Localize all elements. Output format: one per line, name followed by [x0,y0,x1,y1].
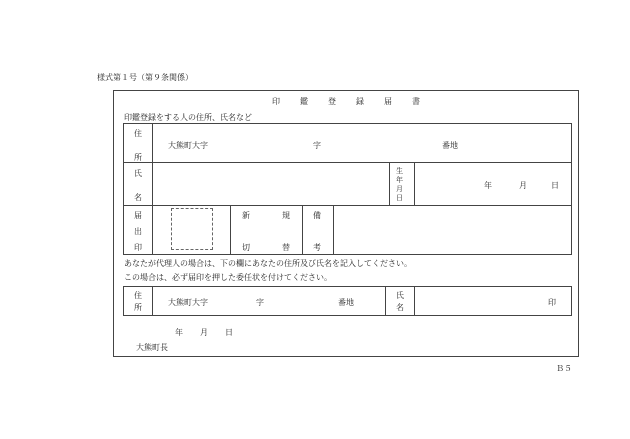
birth-year: 年 [484,181,492,190]
seal-label-char: 印 [134,243,142,252]
new-char: 新 [242,211,250,220]
address-label-char: 住 [134,129,142,138]
birth-label-char: 生 [396,167,403,175]
form-number: 様式第１号（第９条関係） [97,73,193,82]
title-char: 登 [328,97,336,106]
birth-label-char: 月 [396,185,403,193]
section1-heading: 印鑑登録をする人の住所、氏名など [124,113,252,122]
agent-address-banchi: 番地 [338,298,354,307]
birth-value-divider [414,162,415,205]
agent-name-label-char: 氏 [396,291,404,300]
addressee: 大熊町長 [136,343,168,352]
row-divider [123,162,572,163]
birth-label-char: 日 [396,194,403,202]
proxy-note: この場合は、必ず届印を押した委任状を付けてください。 [124,273,332,282]
agent-address-aza: 字 [256,298,264,307]
row-divider [123,205,572,206]
change-char: 切 [242,243,250,252]
name-label-char: 名 [134,193,142,202]
remarks-char: 考 [313,243,321,252]
address-banchi: 番地 [442,141,458,150]
agent-label-divider [152,286,153,315]
paper-size: Ｂ５ [556,364,572,373]
title-char: 書 [412,97,420,106]
agent-address-label-char: 所 [134,303,142,312]
seal-stamp-box[interactable] [171,208,213,250]
birth-label-divider [389,162,390,205]
address-aza: 字 [313,141,321,150]
birth-day: 日 [551,181,559,190]
name-label-char: 氏 [134,169,142,178]
agent-note: あなたが代理人の場合は、下の欄にあなたの住所及び氏名を記入してください。 [124,259,412,268]
stamp-divider [230,205,231,254]
title-char: 届 [384,97,392,106]
remarks-divider [333,205,334,254]
title-char: 録 [356,97,364,106]
address-label-char: 所 [134,153,142,162]
date-year: 年 [175,328,183,337]
birth-month: 月 [519,181,527,190]
title-char: 鑑 [300,97,308,106]
agent-name-label-char: 名 [396,303,404,312]
agent-address-label-char: 住 [134,291,142,300]
seal-label-char: 届 [134,211,142,220]
address-town: 大熊町大字 [168,141,208,150]
agent-name-label-right [414,286,415,315]
agent-seal-mark: 印 [548,298,556,307]
change-char: 替 [282,243,290,252]
remarks-char: 備 [313,211,321,220]
date-day: 日 [225,328,233,337]
type-divider [302,205,303,254]
date-month: 月 [200,328,208,337]
agent-address-town: 大熊町大字 [168,298,208,307]
agent-name-label-left [385,286,386,315]
birth-label-char: 年 [396,176,403,184]
label-column-divider [152,123,153,254]
title-char: 印 [272,97,280,106]
new-char: 規 [282,211,290,220]
seal-label-char: 出 [134,227,142,236]
